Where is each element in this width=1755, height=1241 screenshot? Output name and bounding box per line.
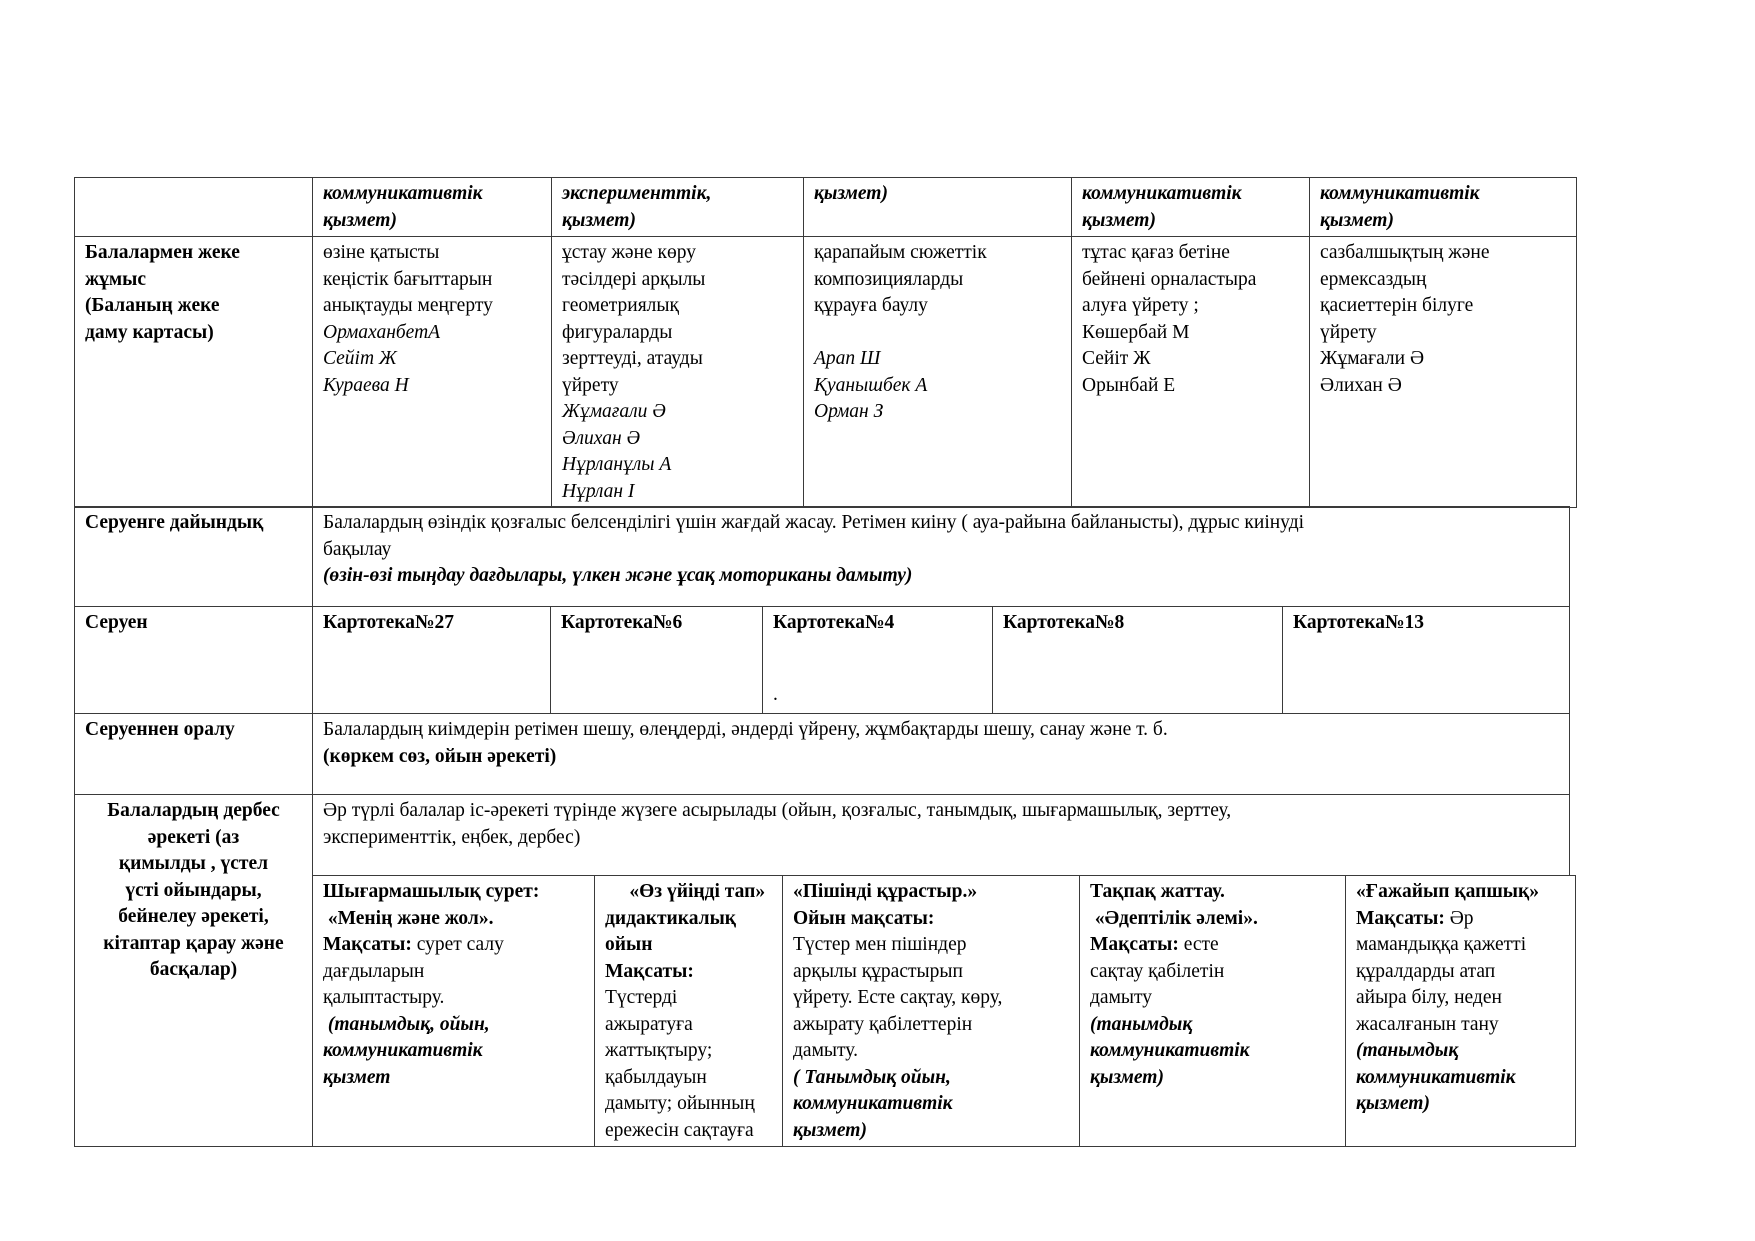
activity-cell-4: Тақпақ жаттау. «Әдептілік әлемі». Мақсаты: есте сақтау қабілетін дамыту (танымдық коммуникативтік қызмет) <box>1080 876 1346 1147</box>
walk-row <box>75 607 1576 714</box>
header-cell-5: коммуникативтік қызмет) <box>1310 178 1577 237</box>
individual-work-cell-3: қарапайым сюжеттік композицияларды құрауға баулу Арап Ш Қуанышбек А Орман З <box>804 237 1072 508</box>
independent-label: Балалардың дербес әрекеті (аз қимылды , үстел үсті ойындары, бейнелеу әрекеті, кітаптар қарау және басқалар) <box>75 795 313 1147</box>
walk-card-1: Картотека№27 <box>313 607 551 714</box>
individual-work-label: Балалармен жеке жұмыс (Баланың жеке даму картасы) <box>75 237 313 508</box>
return-label: Серуеннен оралу <box>75 714 313 795</box>
header-empty-cell <box>75 178 313 237</box>
independent-intro-row <box>75 795 1576 876</box>
activity-cell-5: «Ғажайып қапшық» Мақсаты: Әр мамандыққа қажетті құралдарды атап айыра білу, неден жасалғанын тану (танымдық коммуникативтік қызмет) <box>1346 876 1576 1147</box>
independent-intro-cell: Әр түрлі балалар іс-әрекеті түрінде жүзеге асырылады (ойын, қозғалыс, танымдық, шығармашылық, зерттеу, эксперименттік, еңбек, дербес) <box>313 795 1570 876</box>
header-cell-4: коммуникативтік қызмет) <box>1072 178 1310 237</box>
individual-work-cell-1: өзіне қатысты кеңістік бағыттарын анықтауды меңгерту ОрмаханбетА Сейіт Ж Кураева Н <box>313 237 552 508</box>
activity-cell-3: «Пішінді құрастыр.» Ойын мақсаты: Түстер мен пішіндер арқылы құрастырып үйрету. Есте сақтау, көру, ажырату қабілеттерін дамыту. ( Танымдық ойын, коммуникативтік қызмет) <box>783 876 1080 1147</box>
schedule-table-bottom <box>74 506 1576 1147</box>
walk-card-2: Картотека№6 <box>551 607 763 714</box>
walk-prep-label: Серуенге дайындық <box>75 507 313 607</box>
header-cell-1: коммуникативтік қызмет) <box>313 178 552 237</box>
walk-card-5: Картотека№13 <box>1283 607 1570 714</box>
walk-prep-row <box>75 507 1576 607</box>
walk-card-3: Картотека№4 . <box>763 607 993 714</box>
header-cell-3: қызмет) <box>804 178 1072 237</box>
individual-work-cell-4: тұтас қағаз бетіне бейнені орналастыра алуға үйрету ; Көшербай М Сейіт Ж Орынбай Е <box>1072 237 1310 508</box>
activity-cell-2: «Өз үйіңді тап» дидактикалық ойын Мақсаты: Түстерді ажыратуға жаттықтыру; қабылдауын дамыту; ойынның ережесін сақтауға <box>595 876 783 1147</box>
individual-work-row <box>75 237 1577 508</box>
schedule-table-top <box>74 177 1577 508</box>
individual-work-cell-2: ұстау және көру тәсілдері арқылы геометриялық фигураларды зерттеуді, атауды үйрету Жұмағали Ә Әлихан Ә Нұрланұлы А Нұрлан І <box>552 237 804 508</box>
walk-label: Серуен <box>75 607 313 714</box>
header-row <box>75 178 1577 237</box>
walk-card-4: Картотека№8 <box>993 607 1283 714</box>
walk-prep-cell: Балалардың өзіндік қозғалыс белсенділігі үшін жағдай жасау. Ретімен киіну ( ауа-райына байланысты), дұрыс киінуді бақылау (өзін-өзі тыңдау дағдылары, үлкен және ұсақ моториканы дамыту) <box>313 507 1570 607</box>
return-row <box>75 714 1576 795</box>
return-cell: Балалардың киімдерін ретімен шешу, өлеңдерді, әндерді үйрену, жұмбақтарды шешу, санау және т. б. (көркем сөз, ойын әрекеті) <box>313 714 1570 795</box>
header-cell-2: эксперименттік, қызмет) <box>552 178 804 237</box>
activity-cell-1: Шығармашылық сурет: «Менің және жол». Мақсаты: сурет салу дағдыларын қалыптастыру. (танымдық, ойын, коммуникативтік қызмет <box>313 876 595 1147</box>
individual-work-cell-5: сазбалшықтың және ермексаздың қасиеттерін білуге үйрету Жұмағали Ә Әлихан Ә <box>1310 237 1577 508</box>
